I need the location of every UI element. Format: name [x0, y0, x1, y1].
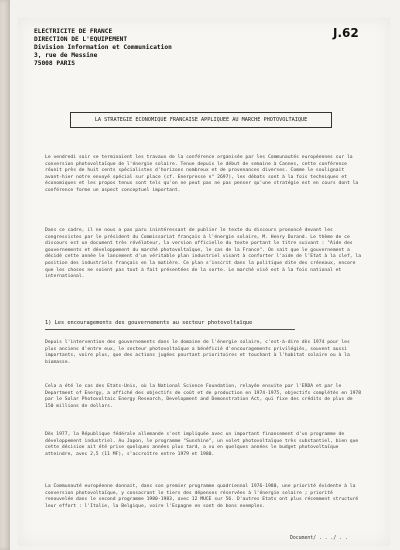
letterhead: [34, 28, 172, 68]
paragraph-4: La Communauté européenne donnait, dans son premier programme quadriennal 1976-1980, une priorité évidente à la conversion photovoltaïque, y consacrant le tiers des dépenses réservées à l'énergie solaire ; priorité renouvelée dans le second programme 1980-1983, avec 12 MUCE sur 56. D'autres Etats ont plus récemment structuré leur effort : l'Italie, la Belgique, voire l'Espagne en sont de bons exemples.: [45, 484, 362, 509]
letterhead-line-4: 3, rue de Messine: [34, 52, 98, 59]
paragraph-context: Dans ce cadre, il ne nous a pas paru inintéressant de publier le texte du discours prononcé devant les congressistes par le président du Commissariat français à l'énergie solaire, M. Henry Durand. Le thème de ce discours est un document très révélateur, la version officielle du texte portant le titre suivant : "Aide des gouvernements et développement du marché photovoltaïque, le cas de la France". On sait que le gouvernement a décidé cette année le lancement d'un véritable plan industriel visant à conforter l'aide de l'Etat à la clef, la position des industriels français en la matière. Ce plan s'inscrit dans la politique dite des créneaux, encore que les choses ne soient pas tout à fait présentées de la sorte. Le marché visé est à la fois national et international.: [45, 228, 364, 280]
scan-page-edge: [0, 0, 10, 550]
letterhead-line-3: Division Information et Communication: [34, 44, 172, 51]
paragraph-1: Depuis l'intervention des gouvernements dans le domaine de l'énergie solaire, c'est-à-dire dès 1974 pour les plus anciens d'entre eux, le secteur photovoltaïque a bénéficié d'encouragements privilégiés, souvent aussi importants, voire plus, que des actions jugées pourtant prioritaires et touchant à l'habitat solaire ou à la biomasse.: [45, 340, 353, 365]
letterhead-line-2: DIRECTION DE L'EQUIPEMENT: [34, 36, 128, 43]
letterhead-line-5: 75008 PARIS: [34, 60, 75, 67]
section-heading: 1) Les encouragements des gouvernements au secteur photovoltaïque: [45, 320, 253, 326]
paragraph-3: Dès 1977, la République fédérale allemande s'est impliquée avec un important financement d'un programme de développement industriel. Au Japon, le programme "Sunshine", un volet photovoltaïque très substantiel, bien que cette décision ait été prise quelques années plus tard, a vu en quelques années le budget photovoltaïque atteindre, avec 2,5 (11 MF), s'accroître entre 1979 et 1980.: [45, 432, 362, 457]
continuation-marker: Document/ . . ./ . .: [290, 536, 348, 541]
paragraph-2: Cela a été le cas des Etats-Unis, où la National Science Foundation, relayée ensuite par l'ERDA et par le Department of Energy, a affiché des objectifs de coût et de production en 1974-1975, objectifs complétés en 1978 par le Solar Photovoltaic Energy Research, Development and Demonstration Act, qui fixe des crédits de plus de 150 millions de dollars.: [45, 384, 364, 409]
paragraph-intro: Le vendredi soir se terminaient les travaux de la conférence organisée par les Communautés européennes sur la conversion photovoltaïque de l'énergie solaire. Tenue depuis le début de semaine à Cannes, cette conférence réunit près de huit cents spécialistes d'horizons nombreux et de provenances diverses. Comme le soulignait avant-hier notre envoyé spécial sur place (cf. Enerpresse n° 2697), les débats sont à la fois techniques et économiques et les propos tenus sont tels qu'on ne peut pas ne pas penser qu'une stratégie est en cours dont la conférence forme un aspect conceptuel important.: [45, 155, 362, 193]
document-title: LA STRATEGIE ECONOMIQUE FRANCAISE APPLIQUEE AU MARCHE PHOTOVOLTAIQUE: [70, 112, 332, 128]
document-page: [18, 18, 390, 546]
section-underline: [45, 329, 295, 330]
letterhead-line-1: ELECTRICITE DE FRANCE: [34, 28, 113, 35]
document-reference: J.62: [333, 26, 359, 40]
